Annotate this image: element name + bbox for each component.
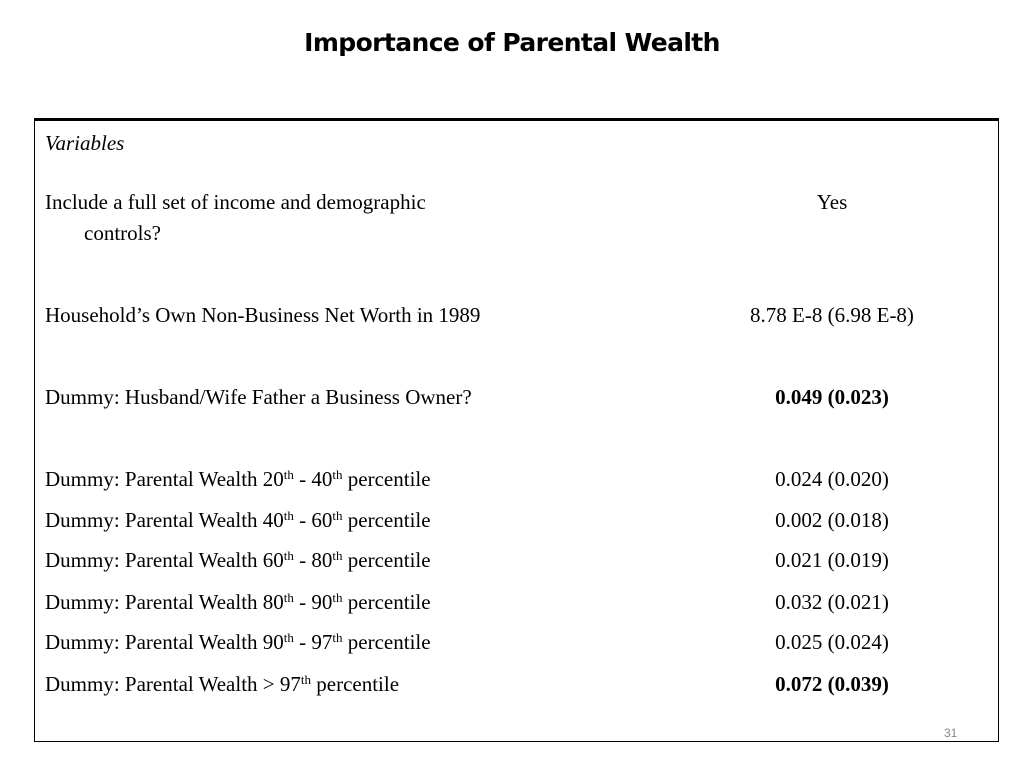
regression-table bbox=[34, 118, 999, 742]
percentile-20-40-label: Dummy: Parental Wealth 20th - 40th percentile bbox=[45, 467, 431, 491]
father-owner-value bbox=[672, 382, 992, 412]
percentile-90-97-value: 0.025 (0.024) bbox=[775, 630, 889, 654]
father-owner-label: Dummy: Husband/Wife Father a Business Owner? bbox=[45, 385, 472, 409]
percentile-above-97-paren: ) bbox=[881, 672, 889, 696]
percentile-40-60-value: 0.002 (0.018) bbox=[775, 508, 889, 532]
percentile-above-97-coef: 0.072 (0.039 bbox=[775, 672, 882, 696]
variables-header: Variables bbox=[45, 131, 125, 155]
percentile-60-80-value: 0.021 (0.019) bbox=[775, 548, 889, 572]
father-owner-paren: ) bbox=[881, 385, 889, 409]
slide-title: Importance of Parental Wealth bbox=[304, 28, 720, 57]
percentile-20-40-value: 0.024 (0.020) bbox=[775, 467, 889, 491]
controls-label-line1: Include a full set of income and demographic bbox=[45, 190, 426, 214]
page-number: 31 bbox=[944, 726, 958, 740]
percentile-above-97-value bbox=[672, 669, 992, 699]
net-worth-label: Household’s Own Non-Business Net Worth in 1989 bbox=[45, 303, 481, 327]
percentile-40-60-label: Dummy: Parental Wealth 40th - 60th percentile bbox=[45, 508, 431, 532]
percentile-80-90-value: 0.032 (0.021) bbox=[775, 590, 889, 614]
controls-value: Yes bbox=[816, 190, 848, 214]
controls-label-line2: controls? bbox=[84, 221, 161, 245]
net-worth-value: 8.78 E-8 (6.98 E-8) bbox=[750, 303, 914, 327]
percentile-80-90-label: Dummy: Parental Wealth 80th - 90th percentile bbox=[45, 590, 431, 614]
percentile-90-97-label: Dummy: Parental Wealth 90th - 97th percentile bbox=[45, 630, 431, 654]
father-owner-coef: 0.049 (0.023 bbox=[775, 385, 882, 409]
percentile-60-80-label: Dummy: Parental Wealth 60th - 80th percentile bbox=[45, 548, 431, 572]
percentile-above-97-label: Dummy: Parental Wealth > 97th percentile bbox=[45, 672, 400, 696]
